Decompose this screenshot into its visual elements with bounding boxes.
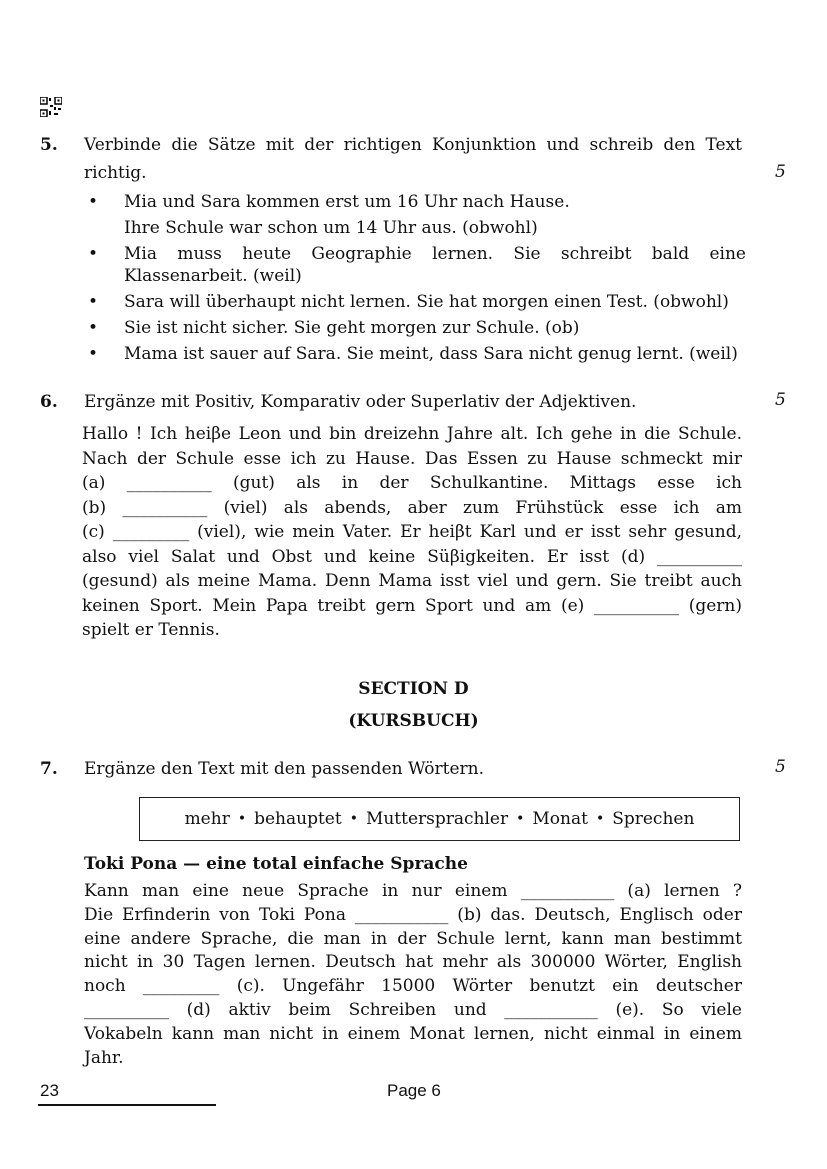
passage-line: nicht in 30 Tagen lernen. Deutsch hat mehr als 300000 Wörter, English xyxy=(84,952,742,973)
footer-code: 23 xyxy=(40,1081,59,1100)
question-5-instruction xyxy=(84,133,742,185)
item-line: Sara will überhaupt nicht lernen. Sie hat morgen einen Test. (obwohl) xyxy=(124,292,729,312)
item-line: Sie ist nicht sicher. Sie geht morgen zur Schule. (ob) xyxy=(124,318,580,338)
word-option: mehr xyxy=(184,809,230,829)
passage-line: (b) __________ (viel) als abends, aber zum Frühstück esse ich am xyxy=(82,497,742,518)
question-7-number: 7. xyxy=(40,759,58,779)
section-subtitle: (KURSBUCH) xyxy=(348,711,479,731)
separator: • xyxy=(595,811,605,827)
bullet: • xyxy=(88,292,99,312)
question-5-item-list xyxy=(82,191,746,369)
page-number: Page 6 xyxy=(387,1081,441,1100)
word-option: Sprechen xyxy=(612,809,695,829)
passage-line: Jahr. xyxy=(84,1047,124,1068)
question-5-number: 5. xyxy=(40,135,58,155)
item-line: Mia muss heute Geographie lernen. Sie schreibt bald eine xyxy=(124,244,746,264)
separator: • xyxy=(349,811,358,827)
passage-line: Die Erfinderin von Toki Pona ___________ (b) das. Deutsch, Englisch oder xyxy=(84,904,742,925)
passage-line: Kann man eine neue Sprache in nur einem ___________ (a) lernen ? xyxy=(84,881,742,901)
bullet: • xyxy=(88,318,99,338)
passage-line: also viel Salat und Obst und keine Süβigkeiten. Er isst (d) __________ xyxy=(82,546,742,567)
list-item xyxy=(82,191,746,239)
word-option: behauptet xyxy=(254,809,342,829)
passage-line: noch _________ (c). Ungefähr 15000 Wörter benutzt ein deutscher xyxy=(84,976,742,997)
question-6-marks: 5 xyxy=(775,390,786,410)
item-line: Ihre Schule war schon um 14 Uhr aus. (obwohl) xyxy=(124,218,538,238)
passage-heading: Toki Pona — eine total einfache Sprache xyxy=(84,854,468,874)
list-item xyxy=(82,243,746,287)
question-6-passage xyxy=(82,422,742,643)
item-line: Mia und Sara kommen erst um 16 Uhr nach Hause. xyxy=(124,192,570,212)
passage-line: (c) _________ (viel), wie mein Vater. Er heiβt Karl und er isst sehr gesund, xyxy=(82,522,742,542)
bullet: • xyxy=(88,192,99,212)
list-item xyxy=(82,317,746,339)
passage-line: Hallo ! Ich heiβe Leon und bin dreizehn Jahre alt. Ich gehe in die Schule. xyxy=(82,424,742,444)
passage-line: Nach der Schule esse ich zu Hause. Das Essen zu Hause schmeckt mir xyxy=(82,448,742,469)
word-option: Monat xyxy=(532,809,588,829)
qr-code-icon xyxy=(40,97,62,117)
item-line: Klassenarbeit. (weil) xyxy=(124,266,302,286)
separator: • xyxy=(516,811,525,827)
passage-line: Vokabeln kann man nicht in einem Monat lernen, nicht einmal in einem xyxy=(84,1023,742,1044)
bullet: • xyxy=(88,244,99,264)
passage-line: keinen Sport. Mein Papa treibt gern Sport und am (e) __________ (gern) xyxy=(82,595,742,616)
passage-line: (a) __________ (gut) als in der Schulkantine. Mittags esse ich xyxy=(82,473,742,493)
word-option: Muttersprachler xyxy=(365,809,509,829)
passage-line: spielt er Tennis. xyxy=(82,620,220,640)
question-6-number: 6. xyxy=(40,392,58,412)
list-item xyxy=(82,291,746,313)
question-7-instruction: Ergänze den Text mit den passenden Wörtern. xyxy=(84,759,485,779)
question-5-marks: 5 xyxy=(775,162,786,182)
question-7-marks: 5 xyxy=(775,757,786,777)
section-title: SECTION D xyxy=(358,679,469,699)
question-5-instruction-line: richtig. xyxy=(84,163,147,183)
list-item xyxy=(82,343,746,365)
footer-rule xyxy=(38,1104,216,1106)
question-6-instruction: Ergänze mit Positiv, Komparativ oder Superlativ der Adjektiven. xyxy=(84,392,637,412)
passage-line: __________ (d) aktiv beim Schreiben und ___________ (e). So viele xyxy=(84,999,742,1020)
word-box xyxy=(139,797,740,841)
item-line: Mama ist sauer auf Sara. Sie meint, dass Sara nicht genug lernt. (weil) xyxy=(124,344,738,364)
separator: • xyxy=(237,811,247,827)
passage-line: (gesund) als meine Mama. Denn Mama isst viel und gern. Sie treibt auch xyxy=(82,571,742,591)
question-5-instruction-line: Verbinde die Sätze mit der richtigen Konjunktion und schreib den Text xyxy=(84,135,742,155)
bullet: • xyxy=(88,344,99,364)
passage-line: eine andere Sprache, die man in der Schule lernt, kann man bestimmt xyxy=(84,928,742,949)
question-7-passage xyxy=(84,880,742,1070)
